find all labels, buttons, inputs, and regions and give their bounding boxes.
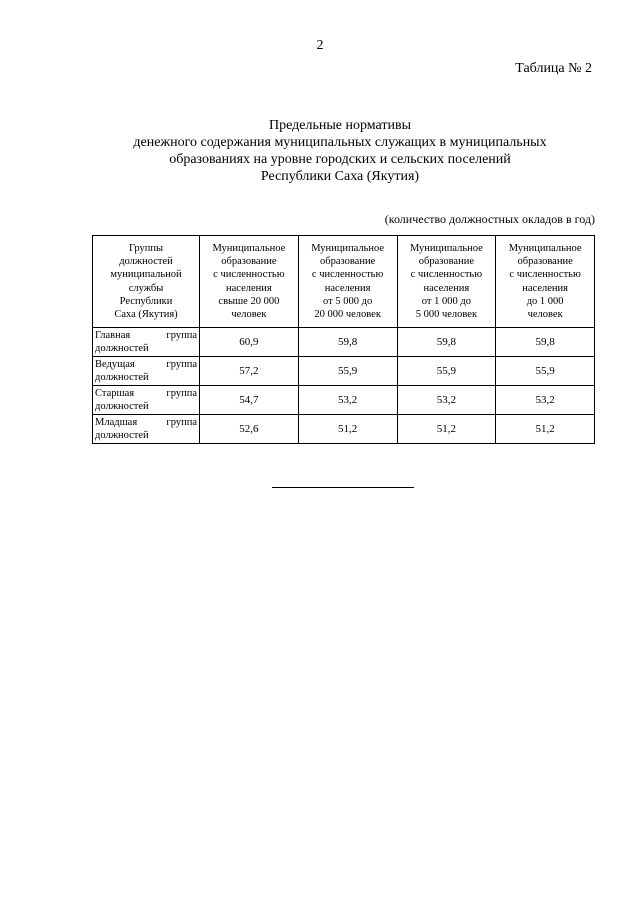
header-cell-over-20000: Муниципальное образование с численностью населения свыше 20 000 человек	[200, 236, 299, 328]
table-header-row	[93, 236, 595, 328]
title-line: денежного содержания муниципальных служащих в муниципальных	[133, 135, 547, 150]
value-cell: 55,9	[496, 357, 595, 386]
group-name-cell: Младшая группа должностей	[93, 415, 200, 444]
table-row	[93, 415, 595, 444]
value-cell: 51,2	[298, 415, 397, 444]
document-title	[60, 117, 620, 185]
value-cell: 60,9	[200, 328, 299, 357]
table-label: Таблица № 2	[515, 61, 592, 76]
value-cell: 59,8	[496, 328, 595, 357]
table-row	[93, 386, 595, 415]
header-cell-group: Группы должностей муниципальной службы Республики Саха (Якутия)	[93, 236, 200, 328]
title-line: Предельные нормативы	[269, 118, 411, 133]
header-cell-under-1000: Муниципальное образование с численностью населения до 1 000 человек	[496, 236, 595, 328]
value-cell: 53,2	[298, 386, 397, 415]
header-cell-1000-5000: Муниципальное образование с численностью населения от 1 000 до 5 000 человек	[397, 236, 496, 328]
header-cell-5000-20000: Муниципальное образование с численностью населения от 5 000 до 20 000 человек	[298, 236, 397, 328]
group-name-cell: Главная группа должностей	[93, 328, 200, 357]
value-cell: 51,2	[397, 415, 496, 444]
value-cell: 57,2	[200, 357, 299, 386]
value-cell: 54,7	[200, 386, 299, 415]
group-name-cell: Ведущая группа должностей	[93, 357, 200, 386]
value-cell: 55,9	[298, 357, 397, 386]
value-cell: 59,8	[298, 328, 397, 357]
units-note: (количество должностных окладов в год)	[384, 212, 595, 226]
salary-norms-table	[92, 235, 595, 444]
value-cell: 52,6	[200, 415, 299, 444]
table-row	[93, 357, 595, 386]
value-cell: 59,8	[397, 328, 496, 357]
page-number: 2	[316, 38, 324, 53]
value-cell: 55,9	[397, 357, 496, 386]
title-line: образованиях на уровне городских и сельских поселений	[169, 152, 511, 167]
value-cell: 53,2	[496, 386, 595, 415]
table-row	[93, 328, 595, 357]
group-name-cell: Старшая группа должностей	[93, 386, 200, 415]
value-cell: 51,2	[496, 415, 595, 444]
closing-rule	[272, 487, 414, 488]
title-line: Республики Саха (Якутия)	[260, 169, 420, 184]
value-cell: 53,2	[397, 386, 496, 415]
